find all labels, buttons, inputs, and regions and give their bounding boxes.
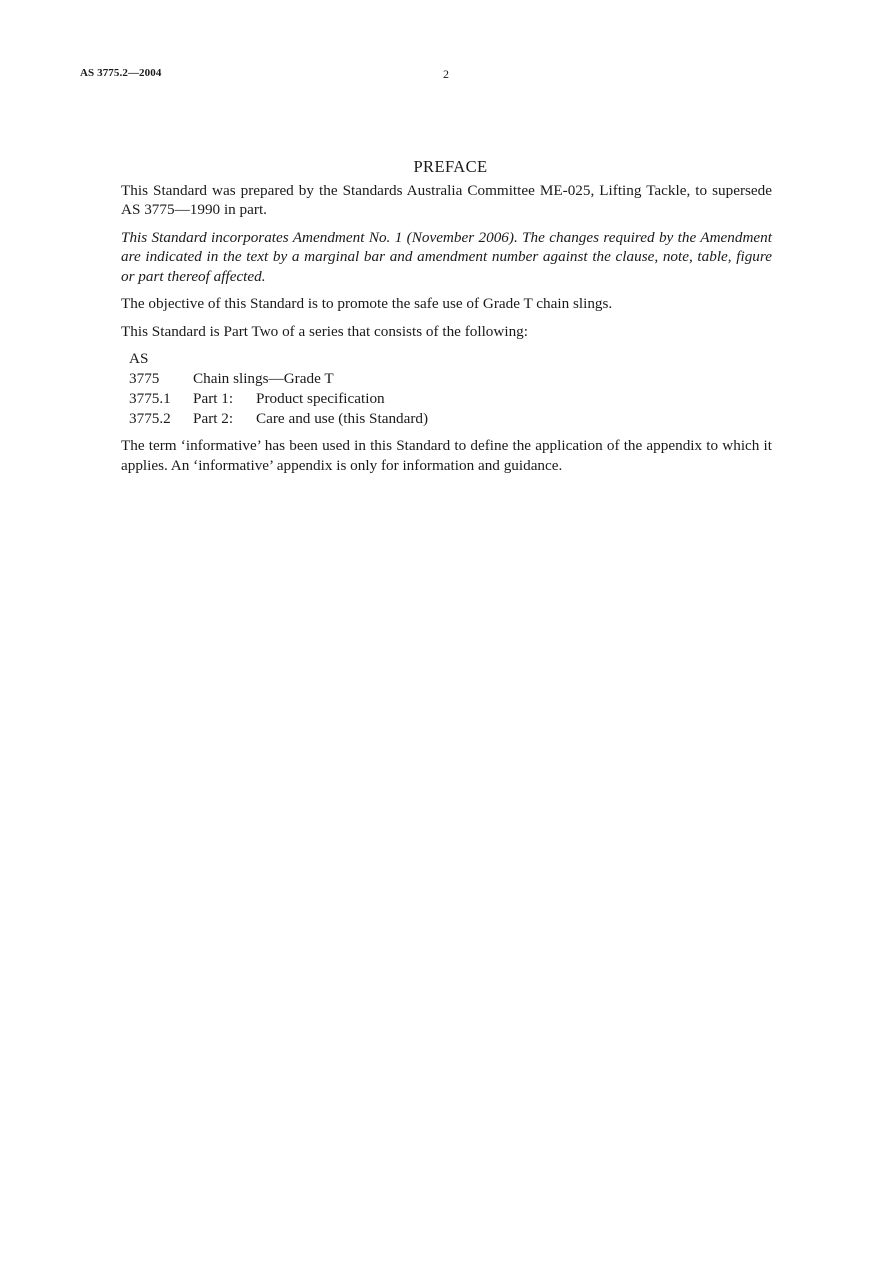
standard-reference: AS 3775.2—2004 — [80, 67, 162, 79]
series-title: Care and use (this Standard) — [256, 410, 429, 427]
page-header — [80, 67, 812, 83]
series-part-label: Part 2: — [193, 410, 234, 427]
paragraph-series-intro: This Standard is Part Two of a series that consists of the following: — [121, 322, 528, 340]
series-row — [129, 409, 428, 429]
series-number: 3775.2 — [129, 410, 171, 427]
series-prefix-row — [129, 349, 428, 369]
paragraph-objective: The objective of this Standard is to promote the safe use of Grade T chain slings. — [121, 295, 613, 312]
series-part-label: Part 1: — [193, 390, 234, 407]
paragraph-amendment: This Standard incorporates Amendment No. 1 (November 2006). The changes required by the Amendment are indicated in the text by a marginal bar and amendment number against the clause, note, table, figure or part thereof affected. — [121, 228, 772, 285]
series-row — [129, 389, 428, 409]
series-number: 3775.1 — [129, 390, 171, 407]
series-title: Chain slings—Grade T — [193, 370, 334, 387]
series-prefix: AS — [129, 350, 149, 367]
page-number: 2 — [443, 67, 449, 81]
paragraph-informative: The term ‘informative’ has been used in this Standard to define the application of the appendix to which it applies. An ‘informative’ appendix is only for information and guidance. — [121, 437, 772, 474]
series-number: 3775 — [129, 370, 160, 387]
series-title: Product specification — [256, 390, 385, 407]
preface-section — [121, 157, 772, 483]
series-row — [129, 369, 428, 389]
series-list — [129, 349, 428, 429]
preface-heading: PREFACE — [413, 157, 488, 176]
paragraph-prepared-by: This Standard was prepared by the Standards Australia Committee ME-025, Lifting Tackle, to supersede AS 3775—1990 in part. — [121, 181, 772, 218]
